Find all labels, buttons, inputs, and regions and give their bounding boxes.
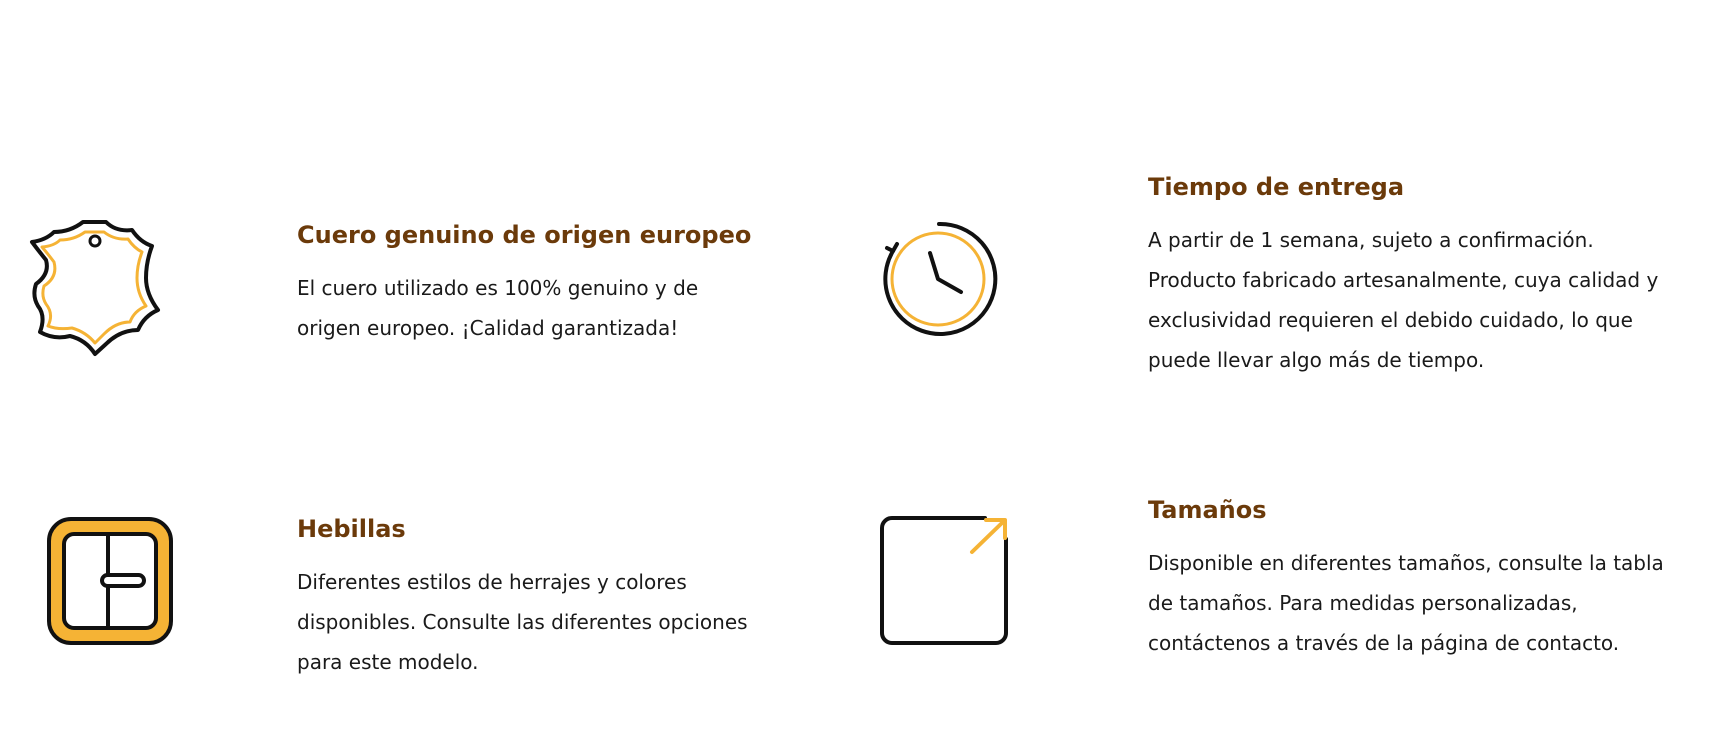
clock-icon: [873, 218, 1003, 342]
feature-description: El cuero utilizado es 100% genuino y de origen europeo. ¡Calidad garantizada!: [297, 276, 699, 340]
leather-hide-icon: [28, 216, 162, 358]
feature-title: Tamaños: [1148, 496, 1267, 524]
feature-description: Diferentes estilos de herrajes y colores disponibles. Consulte las diferentes opciones para este modelo.: [297, 570, 748, 674]
feature-leather: [297, 219, 767, 348]
feature-title: Tiempo de entrega: [1148, 173, 1405, 201]
buckle-icon: [46, 516, 174, 646]
feature-title: Cuero genuino de origen europeo: [297, 221, 752, 249]
feature-description: Disponible en diferentes tamaños, consulte la tabla de tamaños. Para medidas personalizadas, contáctenos a través de la página de contacto.: [1148, 551, 1664, 655]
resize-icon: [878, 515, 1012, 647]
feature-description: A partir de 1 semana, sujeto a confirmación. Producto fabricado artesanalmente, cuya calidad y exclusividad requieren el debido cuidado, lo que puede llevar algo más de tiempo.: [1148, 228, 1659, 372]
feature-title: Hebillas: [297, 515, 406, 543]
feature-buckles: [297, 513, 797, 682]
feature-delivery-time: [1148, 171, 1668, 380]
feature-sizes: [1148, 494, 1668, 663]
